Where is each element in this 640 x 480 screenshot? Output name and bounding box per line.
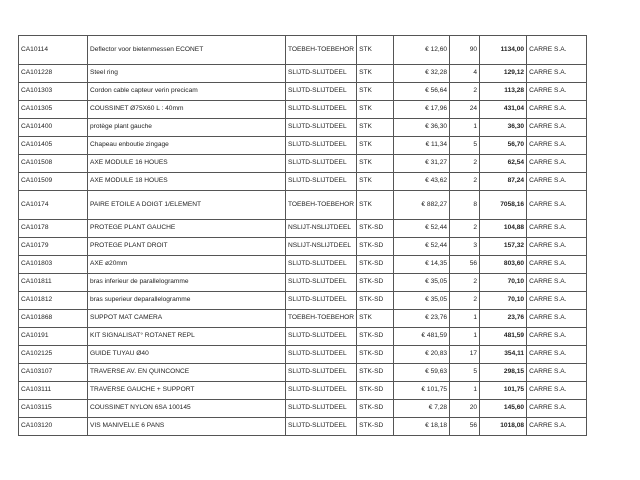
category-cell: SLIJTD-SLIJTDEEL [286,400,357,418]
category-cell: SLIJTD-SLIJTDEEL [286,173,357,191]
quantity-cell: 2 [450,274,480,292]
item-code-cell: CA101868 [19,310,88,328]
category-cell: TOEBEH-TOEBEHOR [286,191,357,220]
category-cell: NSLIJT-NSLIJTDEEL [286,238,357,256]
item-code-cell: CA101400 [19,119,88,137]
supplier-cell: CARRE S.A. [527,137,587,155]
quantity-cell: 5 [450,364,480,382]
quantity-cell: 56 [450,256,480,274]
supplier-cell: CARRE S.A. [527,191,587,220]
quantity-cell: 3 [450,238,480,256]
supplier-cell: CARRE S.A. [527,400,587,418]
description-cell: Chapeau enboutie zingage [88,137,286,155]
category-cell: SLIJTD-SLIJTDEEL [286,328,357,346]
unit-price-cell: € 101,75 [394,382,450,400]
supplier-cell: CARRE S.A. [527,173,587,191]
item-code-cell: CA102125 [19,346,88,364]
table-row [19,101,587,119]
unit-cell: STK-SD [357,382,394,400]
total-cell: 56,70 [480,137,527,155]
quantity-cell: 24 [450,101,480,119]
table-row [19,292,587,310]
item-code-cell: CA10178 [19,220,88,238]
unit-cell: STK-SD [357,418,394,436]
unit-cell: STK-SD [357,220,394,238]
unit-price-cell: € 56,64 [394,83,450,101]
table-row [19,65,587,83]
unit-cell: STK-SD [357,400,394,418]
category-cell: SLIJTD-SLIJTDEEL [286,101,357,119]
supplier-cell: CARRE S.A. [527,274,587,292]
table-row [19,418,587,436]
supplier-cell: CARRE S.A. [527,101,587,119]
description-cell: PROTEGE PLANT GAUCHE [88,220,286,238]
quantity-cell: 1 [450,382,480,400]
unit-cell: STK [357,191,394,220]
table-row [19,191,587,220]
item-code-cell: CA10174 [19,191,88,220]
table-row [19,220,587,238]
quantity-cell: 90 [450,36,480,65]
total-cell: 803,60 [480,256,527,274]
total-cell: 481,59 [480,328,527,346]
supplier-cell: CARRE S.A. [527,238,587,256]
unit-price-cell: € 14,35 [394,256,450,274]
total-cell: 1134,00 [480,36,527,65]
quantity-cell: 2 [450,83,480,101]
description-cell: AXE MODULE 18 HOUES [88,173,286,191]
total-cell: 145,60 [480,400,527,418]
description-cell: bras inferieur de parallelogramme [88,274,286,292]
quantity-cell: 5 [450,137,480,155]
quantity-cell: 1 [450,328,480,346]
parts-table [18,35,587,436]
total-cell: 87,24 [480,173,527,191]
unit-price-cell: € 481,59 [394,328,450,346]
description-cell: protège plant gauche [88,119,286,137]
unit-price-cell: € 11,34 [394,137,450,155]
unit-cell: STK [357,101,394,119]
total-cell: 113,28 [480,83,527,101]
unit-price-cell: € 18,18 [394,418,450,436]
category-cell: SLIJTD-SLIJTDEEL [286,119,357,137]
item-code-cell: CA101508 [19,155,88,173]
unit-price-cell: € 59,63 [394,364,450,382]
supplier-cell: CARRE S.A. [527,310,587,328]
unit-price-cell: € 31,27 [394,155,450,173]
category-cell: SLIJTD-SLIJTDEEL [286,292,357,310]
item-code-cell: CA101509 [19,173,88,191]
table-row [19,238,587,256]
item-code-cell: CA103111 [19,382,88,400]
description-cell: GUIDE TUYAU Ø40 [88,346,286,364]
category-cell: SLIJTD-SLIJTDEEL [286,274,357,292]
description-cell: Cordon cable capteur verin precicam [88,83,286,101]
quantity-cell: 2 [450,155,480,173]
supplier-cell: CARRE S.A. [527,292,587,310]
table-row [19,173,587,191]
description-cell: SUPPOT MAT CAMERA [88,310,286,328]
item-code-cell: CA10191 [19,328,88,346]
description-cell: TRAVERSE GAUCHE + SUPPORT [88,382,286,400]
table-row [19,346,587,364]
category-cell: SLIJTD-SLIJTDEEL [286,155,357,173]
supplier-cell: CARRE S.A. [527,220,587,238]
description-cell: PAIRE ETOILE A DOIGT 1/ELEMENT [88,191,286,220]
supplier-cell: CARRE S.A. [527,382,587,400]
unit-price-cell: € 12,60 [394,36,450,65]
category-cell: SLIJTD-SLIJTDEEL [286,364,357,382]
item-code-cell: CA101405 [19,137,88,155]
unit-price-cell: € 7,28 [394,400,450,418]
total-cell: 62,54 [480,155,527,173]
item-code-cell: CA101803 [19,256,88,274]
unit-price-cell: € 32,28 [394,65,450,83]
total-cell: 70,10 [480,292,527,310]
item-code-cell: CA103107 [19,364,88,382]
description-cell: Deflector voor bietenmessen ECONET [88,36,286,65]
description-cell: VIS MANIVELLE 6 PANS [88,418,286,436]
unit-price-cell: € 52,44 [394,238,450,256]
total-cell: 298,15 [480,364,527,382]
category-cell: TOEBEH-TOEBEHOR [286,310,357,328]
table-row [19,155,587,173]
unit-price-cell: € 17,96 [394,101,450,119]
table-row [19,328,587,346]
unit-cell: STK-SD [357,292,394,310]
description-cell: Steel ring [88,65,286,83]
table-row [19,364,587,382]
total-cell: 7058,16 [480,191,527,220]
supplier-cell: CARRE S.A. [527,328,587,346]
unit-cell: STK-SD [357,256,394,274]
category-cell: TOEBEH-TOEBEHOR [286,36,357,65]
description-cell: TRAVERSE AV. EN QUINCONCE [88,364,286,382]
table-row [19,274,587,292]
unit-cell: STK [357,36,394,65]
item-code-cell: CA103120 [19,418,88,436]
category-cell: SLIJTD-SLIJTDEEL [286,382,357,400]
table-row [19,137,587,155]
total-cell: 104,88 [480,220,527,238]
supplier-cell: CARRE S.A. [527,36,587,65]
unit-price-cell: € 36,30 [394,119,450,137]
unit-cell: STK [357,83,394,101]
unit-cell: STK-SD [357,346,394,364]
item-code-cell: CA101303 [19,83,88,101]
unit-cell: STK [357,119,394,137]
supplier-cell: CARRE S.A. [527,346,587,364]
description-cell: bras superieur deparallelogramme [88,292,286,310]
unit-price-cell: € 23,76 [394,310,450,328]
category-cell: SLIJTD-SLIJTDEEL [286,83,357,101]
category-cell: SLIJTD-SLIJTDEEL [286,418,357,436]
description-cell: AXE MODULE 16 HOUES [88,155,286,173]
quantity-cell: 4 [450,65,480,83]
supplier-cell: CARRE S.A. [527,119,587,137]
table-row [19,256,587,274]
item-code-cell: CA10179 [19,238,88,256]
category-cell: SLIJTD-SLIJTDEEL [286,256,357,274]
quantity-cell: 1 [450,310,480,328]
quantity-cell: 2 [450,220,480,238]
category-cell: SLIJTD-SLIJTDEEL [286,346,357,364]
total-cell: 101,75 [480,382,527,400]
total-cell: 36,30 [480,119,527,137]
unit-price-cell: € 882,27 [394,191,450,220]
total-cell: 431,04 [480,101,527,119]
table-row [19,36,587,65]
unit-cell: STK [357,137,394,155]
supplier-cell: CARRE S.A. [527,418,587,436]
description-cell: PROTEGE PLANT DROIT [88,238,286,256]
unit-cell: STK [357,65,394,83]
unit-price-cell: € 35,05 [394,274,450,292]
unit-cell: STK [357,155,394,173]
quantity-cell: 20 [450,400,480,418]
supplier-cell: CARRE S.A. [527,364,587,382]
supplier-cell: CARRE S.A. [527,65,587,83]
item-code-cell: CA10114 [19,36,88,65]
unit-cell: STK [357,310,394,328]
unit-price-cell: € 52,44 [394,220,450,238]
item-code-cell: CA101305 [19,101,88,119]
quantity-cell: 2 [450,292,480,310]
item-code-cell: CA101811 [19,274,88,292]
table-row [19,119,587,137]
unit-price-cell: € 35,05 [394,292,450,310]
supplier-cell: CARRE S.A. [527,256,587,274]
supplier-cell: CARRE S.A. [527,83,587,101]
unit-cell: STK-SD [357,328,394,346]
category-cell: SLIJTD-SLIJTDEEL [286,65,357,83]
unit-cell: STK-SD [357,364,394,382]
unit-cell: STK [357,173,394,191]
item-code-cell: CA101812 [19,292,88,310]
unit-price-cell: € 20,83 [394,346,450,364]
description-cell: KIT SIGNALISAT° ROTANET REPL [88,328,286,346]
item-code-cell: CA103115 [19,400,88,418]
category-cell: NSLIJT-NSLIJTDEEL [286,220,357,238]
unit-price-cell: € 43,62 [394,173,450,191]
description-cell: AXE ø20mm [88,256,286,274]
unit-cell: STK-SD [357,274,394,292]
quantity-cell: 2 [450,173,480,191]
quantity-cell: 17 [450,346,480,364]
category-cell: SLIJTD-SLIJTDEEL [286,137,357,155]
total-cell: 70,10 [480,274,527,292]
table-row [19,400,587,418]
table-body [19,36,587,436]
quantity-cell: 8 [450,191,480,220]
table-row [19,382,587,400]
total-cell: 23,76 [480,310,527,328]
unit-cell: STK-SD [357,238,394,256]
total-cell: 1018,08 [480,418,527,436]
total-cell: 354,11 [480,346,527,364]
total-cell: 129,12 [480,65,527,83]
quantity-cell: 1 [450,119,480,137]
description-cell: COUSSINET NYLON 6SA 100145 [88,400,286,418]
item-code-cell: CA101228 [19,65,88,83]
supplier-cell: CARRE S.A. [527,155,587,173]
total-cell: 157,32 [480,238,527,256]
quantity-cell: 56 [450,418,480,436]
table-row [19,310,587,328]
description-cell: COUSSINET Ø75X60 L : 40mm [88,101,286,119]
table-row [19,83,587,101]
